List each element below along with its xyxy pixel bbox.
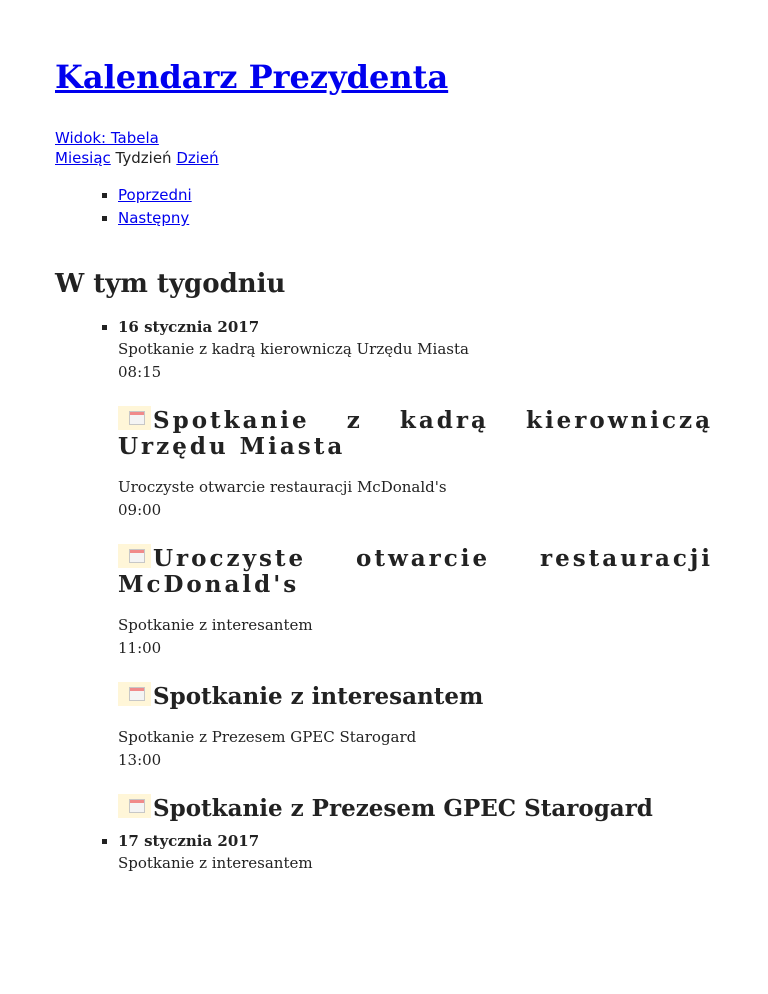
prev-link[interactable]: Poprzedni — [118, 186, 192, 204]
event-time: 13:00 — [118, 751, 162, 769]
event-heading-text: Spotkanie z interesantem — [153, 683, 484, 710]
view-day-link[interactable]: Dzień — [176, 149, 219, 167]
calendar-icon — [118, 794, 151, 818]
pager-item — [118, 184, 713, 207]
view-month-link[interactable]: Miesiąc — [55, 149, 111, 167]
event-heading — [118, 682, 713, 710]
next-link[interactable]: Następny — [118, 209, 190, 227]
event-heading — [118, 544, 713, 598]
view-switcher — [55, 128, 713, 168]
event-heading — [118, 406, 713, 460]
day-item — [118, 830, 713, 875]
calendar-icon — [118, 682, 151, 706]
view-table-link[interactable]: Widok: Tabela — [55, 129, 159, 147]
view-week-current: Tydzień — [115, 149, 172, 167]
event-title: Spotkanie z interesantem — [118, 616, 313, 634]
event-time: 08:15 — [118, 363, 162, 381]
calendar-icon — [118, 406, 151, 430]
day-item — [118, 316, 713, 822]
section-title: W tym tygodniu — [55, 269, 286, 299]
event-heading-text: Spotkanie z kadrą kierowniczą Urzędu Miasta — [118, 407, 713, 460]
day-date: ▪ 17 stycznia 2017 — [118, 832, 260, 850]
site-title — [55, 0, 713, 96]
pager — [55, 184, 713, 230]
event-title: Spotkanie z Prezesem GPEC Starogard — [118, 728, 417, 746]
calendar-icon — [118, 544, 151, 568]
event-time: 11:00 — [118, 639, 162, 657]
event-time: 09:00 — [118, 501, 162, 519]
event-heading — [118, 794, 713, 822]
site-title-link[interactable]: Kalendarz Prezydenta — [55, 58, 449, 96]
event-heading-text: Spotkanie z Prezesem GPEC Starogard — [153, 795, 653, 822]
event-title: Uroczyste otwarcie restauracji McDonald's — [118, 478, 447, 496]
event-title: Spotkanie z kadrą kierowniczą Urzędu Miasta — [118, 340, 469, 358]
event-heading-text: Uroczyste otwarcie restauracji McDonald's — [118, 545, 713, 598]
pager-item — [118, 207, 713, 230]
event-title: Spotkanie z interesantem — [118, 854, 313, 872]
day-list — [55, 316, 713, 875]
day-date: ▪ 16 stycznia 2017 — [118, 318, 260, 336]
